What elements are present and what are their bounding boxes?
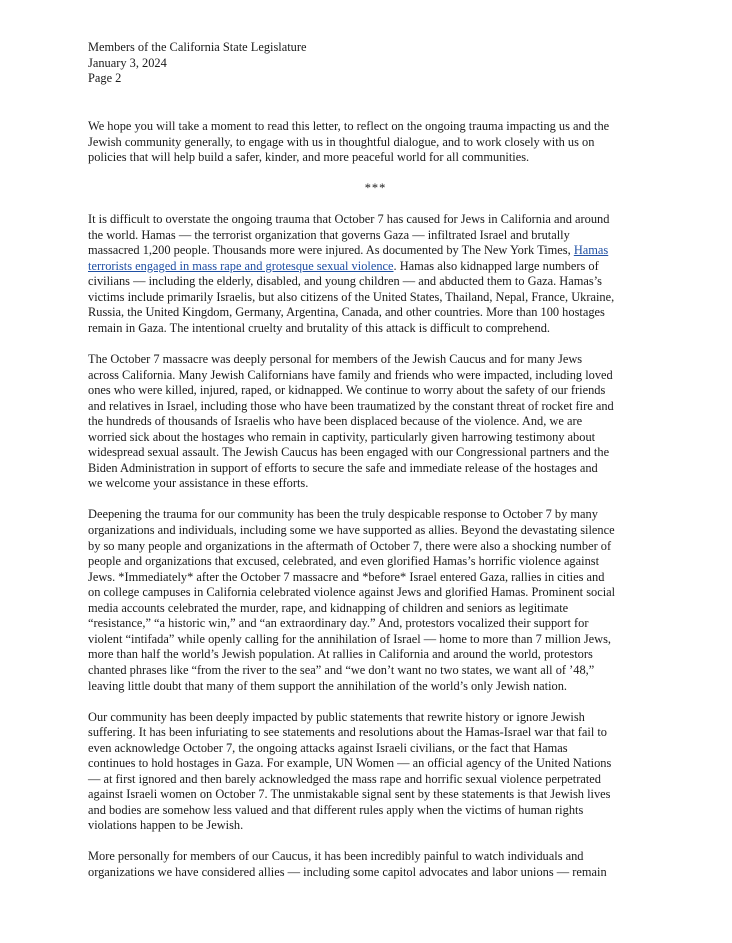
page-header — [88, 40, 307, 87]
paragraph-allies — [88, 849, 663, 880]
text-line: The October 7 massacre was deeply personal for members of the Jewish Caucus and for many Jews — [88, 352, 583, 367]
text-line: organizations we have considered allies — including some capitol advocates and labor unions — remain — [88, 864, 607, 879]
text-line: and bodies are somehow less valued and that different rules apply when the victims of human rights — [88, 802, 584, 817]
text-line: widespread sexual assault. The Jewish Caucus has been engaged with our Congressional partners and the — [88, 445, 610, 460]
text-line — [88, 259, 663, 275]
text-line: It is difficult to overstate the ongoing trauma that October 7 has caused for Jews in California and around — [88, 212, 610, 227]
text-line: against Israeli women on October 7. The unmistakable signal sent by these statements is that Jewish lives — [88, 787, 611, 802]
header-page-number: Page 2 — [88, 71, 122, 85]
nyt-article-link[interactable]: Hamas — [573, 243, 609, 258]
text-line: people and organizations that excused, celebrated, and even glorified Hamas’s horrific violence against — [88, 554, 600, 569]
text-line: across California. Many Jewish Californians have family and friends who were impacted, including loved — [88, 367, 613, 382]
text-line: violent “intifada” while openly calling for the annihilation of Israel — home to more than 7 million Jews, — [88, 631, 612, 646]
text-line: policies that will help build a safer, kinder, and more peaceful world for all communities. — [88, 150, 530, 165]
text-line: victims include primarily Israelis, but also citizens of the United States, Thailand, Nepal, France, Ukraine, — [88, 289, 615, 304]
text-line: Our community has been deeply impacted by public statements that rewrite history or ignore Jewish — [88, 709, 585, 724]
text-line: continues to hold hostages in Gaza. For example, UN Women — an official agency of the United Nations — [88, 756, 612, 771]
text-line: suffering. It has been infuriating to see statements and resolutions about the Hamas-Israel war that fail to — [88, 725, 607, 740]
paragraph-trauma — [88, 212, 663, 336]
paragraph-personal-impact — [88, 352, 663, 492]
text-line: Russia, the United Kingdom, Germany, Argentina, Canada, and other countries. More than 100 hostages — [88, 305, 605, 320]
letter-body — [88, 119, 663, 896]
text-line: Jews. *Immediately* after the October 7 massacre and *before* Israel entered Gaza, rallies in cities and — [88, 569, 605, 584]
text-line: More personally for members of our Caucus, it has been incredibly painful to watch individuals and — [88, 849, 584, 864]
text-line: by so many people and organizations in the aftermath of October 7, there were also a shocking number of — [88, 538, 612, 553]
text-line: media accounts celebrated the murder, rape, and kidnapping of children and seniors as legitimate — [88, 600, 569, 615]
section-separator: *** — [364, 181, 387, 196]
text-line: Deepening the trauma for our community has been the truly despicable response to October 7 by many — [88, 507, 598, 522]
text-line: leaving little doubt that many of them support the annihilation of the world’s only Jewish nation. — [88, 678, 568, 693]
text-line: violations happen to be Jewish. — [88, 818, 244, 833]
header-recipient: Members of the California State Legislature — [88, 40, 307, 54]
paragraph-response — [88, 507, 663, 694]
paragraph-public-statements — [88, 710, 663, 834]
nyt-article-link-continued[interactable]: terrorists engaged in mass rape and grotesque sexual violence — [88, 258, 394, 273]
text-line: ones who were killed, injured, raped, or kidnapped. We continue to worry about the safety of our friends — [88, 383, 606, 398]
text-line: — at first ignored and then barely acknowledged the mass rape and horrific sexual violence perpetrated — [88, 771, 601, 786]
text-line: worried sick about the hostages who remain in captivity, particularly given harrowing testimony about — [88, 429, 596, 444]
text-line: organizations and individuals, including some we have supported as allies. Beyond the devastating silence — [88, 523, 615, 538]
text-line: Biden Administration in support of efforts to secure the safe and immediate release of the hostages and — [88, 460, 598, 475]
text-line: the world. Hamas — the terrorist organization that governs Gaza — infiltrated Israel and brutally — [88, 227, 570, 242]
text-line: on college campuses in California celebrated violence against Jews and glorified Hamas. Prominent social — [88, 585, 616, 600]
text-line: we welcome your assistance in these efforts. — [88, 476, 309, 491]
text-line: remain in Gaza. The intentional cruelty and brutality of this attack is difficult to comprehend. — [88, 321, 550, 336]
text-line: chanted phrases like “from the river to the sea” and “we don’t want no two states, we want all of ’48,” — [88, 662, 595, 677]
text-fragment: massacred 1,200 people. Thousands more were injured. As documented by The New York Times, — [88, 243, 574, 258]
text-line: the hundreds of thousands of Israelis who have been displaced because of the violence. And, we are — [88, 414, 583, 429]
text-line: more than half the world’s Jewish population. At rallies in California and around the world, protestors — [88, 647, 593, 662]
header-date: January 3, 2024 — [88, 55, 167, 70]
text-line — [88, 243, 663, 259]
text-line: even acknowledge October 7, the ongoing attacks against Israeli civilians, or the fact that Hamas — [88, 740, 568, 755]
text-fragment: . Hamas also kidnapped large numbers of — [393, 258, 599, 273]
intro-paragraph — [88, 119, 663, 166]
text-line: “resistance,” “a historic win,” and “an extraordinary day.” And, protestors vocalized their support for — [88, 616, 589, 631]
text-line: civilians — including the elderly, disabled, and young children — and abducted them to Gaza. Hamas’s — [88, 274, 602, 289]
text-line: We hope you will take a moment to read this letter, to reflect on the ongoing trauma impacting us and the — [88, 119, 610, 133]
text-line: and relatives in Israel, including those who have been traumatized by the constant threat of rocket fire and — [88, 398, 614, 413]
text-line: Jewish community generally, to engage with us in thoughtful dialogue, and to work closely with us on — [88, 134, 595, 149]
